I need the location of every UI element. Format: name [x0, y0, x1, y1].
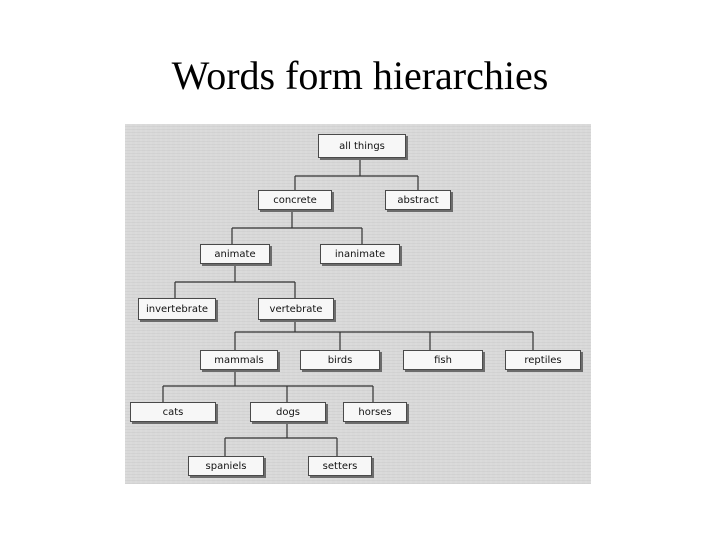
connector-dogs: [225, 422, 337, 456]
node-inanimate: inanimate: [320, 244, 400, 264]
node-spaniels: spaniels: [188, 456, 264, 476]
connector-mammals: [163, 370, 373, 402]
node-birds: birds: [300, 350, 380, 370]
node-all-things: all things: [318, 134, 406, 158]
connector-all-things: [295, 158, 418, 190]
node-dogs: dogs: [250, 402, 326, 422]
connector-concrete: [232, 210, 362, 244]
node-cats: cats: [130, 402, 216, 422]
node-abstract: abstract: [385, 190, 451, 210]
node-concrete: concrete: [258, 190, 332, 210]
hierarchy-diagram: [125, 124, 591, 484]
node-horses: horses: [343, 402, 407, 422]
node-setters: setters: [308, 456, 372, 476]
connector-vertebrate: [235, 320, 533, 350]
node-mammals: mammals: [200, 350, 278, 370]
node-reptiles: reptiles: [505, 350, 581, 370]
node-fish: fish: [403, 350, 483, 370]
connector-animate: [175, 264, 295, 298]
node-animate: animate: [200, 244, 270, 264]
slide-title: Words form hierarchies: [171, 53, 549, 98]
node-invertebrate: invertebrate: [138, 298, 216, 320]
node-vertebrate: vertebrate: [258, 298, 334, 320]
